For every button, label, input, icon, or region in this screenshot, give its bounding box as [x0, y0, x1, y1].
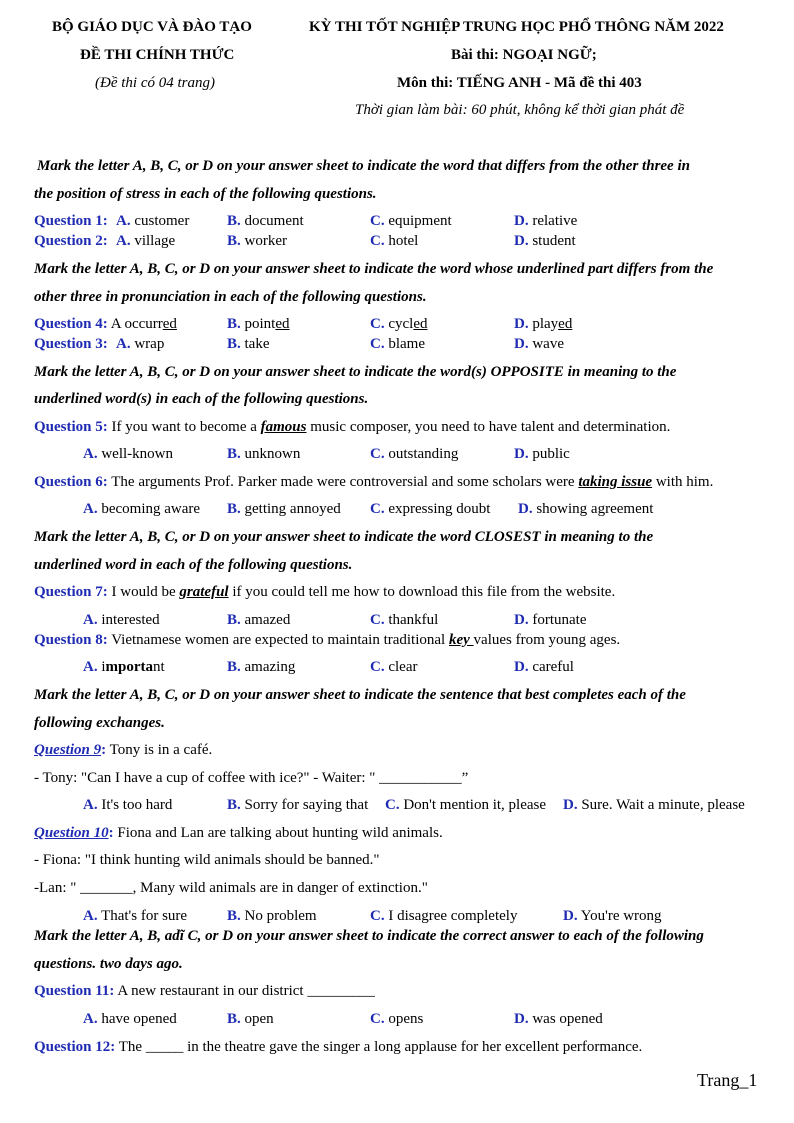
option-letter: C. — [370, 659, 385, 675]
question-label: Question 11: — [34, 983, 115, 999]
option-letter: D. — [514, 316, 529, 332]
underlined-keyword: grateful — [179, 584, 229, 600]
option-letter: C. — [385, 797, 400, 813]
question-12 — [34, 1039, 642, 1056]
option-b[interactable] — [227, 612, 290, 629]
page-count-note: (Đề thi có 04 trang) — [95, 75, 215, 91]
option-c[interactable] — [370, 612, 438, 629]
question-label: Question 3: — [34, 336, 108, 352]
underlined-keyword: famous — [260, 419, 307, 435]
option-letter: D. — [514, 612, 529, 628]
option-letter: C. — [370, 316, 385, 332]
question-text: if you could tell me how to download this file from the website. — [228, 584, 616, 600]
question-5 — [34, 419, 670, 436]
option-b[interactable] — [227, 213, 304, 230]
option-c[interactable] — [385, 797, 546, 814]
option-text: student — [528, 233, 576, 249]
option-letter: B. — [227, 908, 241, 924]
option-d[interactable] — [514, 1011, 603, 1028]
option-c[interactable] — [370, 659, 417, 676]
option-letter: B. — [227, 213, 241, 229]
option-b[interactable] — [227, 1011, 274, 1028]
option-text: outstanding — [384, 446, 459, 462]
option-letter: D. — [514, 233, 529, 249]
option-letter: B. — [227, 659, 241, 675]
option-text: amazed — [240, 612, 291, 628]
option-letter: B. — [227, 612, 241, 628]
question-label: Question 8: — [34, 632, 108, 648]
question-9 — [34, 742, 212, 759]
option-letter: D. — [518, 501, 533, 517]
option-letter: C. — [370, 908, 385, 924]
question-label: Question 12: — [34, 1039, 116, 1055]
option-text: That's for sure — [97, 908, 188, 924]
question-label: Question 5: — [34, 419, 108, 435]
option-text: equipment — [384, 213, 452, 229]
option-d[interactable] — [514, 336, 564, 353]
option-text: document — [240, 213, 304, 229]
option-text-bold: mporta — [105, 659, 154, 675]
option-c[interactable] — [370, 336, 425, 353]
question-6 — [34, 474, 713, 491]
option-d[interactable] — [563, 797, 745, 814]
option-d[interactable] — [518, 501, 653, 518]
option-text: A occurr — [107, 316, 163, 332]
option-text: clear — [384, 659, 418, 675]
question-1 — [34, 213, 108, 230]
option-text: wave — [528, 336, 564, 352]
option-letter: C. — [370, 501, 385, 517]
question-label: Question 4: — [34, 316, 108, 332]
option-letter: A. — [116, 213, 131, 229]
instruction-stress-line1: Mark the letter A, B, C, or D on your answer sheet to indicate the word that differs from the other three in — [37, 158, 690, 174]
option-c[interactable] — [370, 908, 517, 925]
option-letter: D. — [514, 213, 529, 229]
option-text: wrap — [130, 336, 165, 352]
option-letter: C. — [370, 213, 385, 229]
option-letter: A. — [83, 612, 98, 628]
option-letter: C. — [370, 1011, 385, 1027]
option-a[interactable] — [83, 612, 160, 629]
option-letter: A. — [116, 336, 131, 352]
option-text: customer — [130, 213, 190, 229]
question-text: Fiona and Lan are talking about hunting wild animals. — [113, 825, 443, 841]
option-letter: D. — [514, 659, 529, 675]
option-text: getting annoyed — [240, 501, 341, 517]
option-letter: A. — [83, 501, 98, 517]
option-a[interactable] — [83, 446, 173, 463]
question-2 — [34, 233, 108, 250]
option-letter: D. — [563, 797, 578, 813]
question-3 — [34, 336, 108, 353]
question-text: The _____ in the theatre gave the singer a long applause for her excellent performance. — [115, 1039, 643, 1055]
question-4 — [34, 316, 177, 333]
option-text: interested — [97, 612, 160, 628]
option-d[interactable] — [514, 233, 576, 250]
question-10 — [34, 825, 443, 842]
option-d[interactable] — [514, 446, 570, 463]
question-text: The arguments Prof. Parker made were controversial and some scholars were — [107, 474, 579, 490]
question-text: A new restaurant in our district _________ — [114, 983, 375, 999]
instruction-exchanges-line1: Mark the letter A, B, C, or D on your answer sheet to indicate the sentence that best completes each of the — [34, 687, 686, 703]
option-text: fortunate — [528, 612, 587, 628]
question-colon: : — [108, 825, 114, 841]
dialogue-line: -Lan: " _______, Many wild animals are in danger of extinction." — [34, 880, 428, 896]
option-text: You're wrong — [577, 908, 662, 924]
option-text: It's too hard — [97, 797, 173, 813]
question-text: Tony is in a café. — [106, 742, 213, 758]
option-d[interactable] — [514, 213, 577, 230]
option-letter: B. — [227, 1011, 241, 1027]
exam-subject: Bài thi: NGOẠI NGỮ; — [451, 47, 597, 63]
instruction-exchanges-line2: following exchanges. — [34, 715, 165, 731]
option-b[interactable] — [227, 233, 287, 250]
instruction-pronunciation-line2: other three in pronunciation in each of the following questions. — [34, 289, 427, 305]
question-text: If you want to become a — [107, 419, 261, 435]
option-a[interactable] — [83, 908, 187, 925]
exam-title: KỲ THI TỐT NGHIỆP TRUNG HỌC PHỔ THÔNG NĂM 2022 — [309, 19, 724, 35]
underlined-part: ed — [558, 316, 573, 332]
dialogue-line: - Tony: "Can I have a cup of coffee with ice?" - Waiter: " ___________” — [34, 770, 469, 786]
option-letter: B. — [227, 446, 241, 462]
option-letter: B. — [227, 233, 241, 249]
option-b[interactable] — [227, 316, 290, 333]
option-letter: A. — [83, 446, 98, 462]
option-text: cycl — [384, 316, 414, 332]
page-number: Trang_1 — [697, 1070, 758, 1090]
underlined-keyword: taking issue — [578, 474, 653, 490]
option-letter: D. — [514, 336, 529, 352]
option-text: take — [240, 336, 270, 352]
option-a[interactable] — [108, 316, 177, 332]
option-c[interactable] — [370, 1011, 423, 1028]
question-text: Vietnamese women are expected to maintain traditional — [107, 632, 449, 648]
instruction-correct-answer-line1: Mark the letter A, B, adĩ C, or D on your answer sheet to indicate the correct answer to each of the following — [34, 928, 704, 944]
question-label: Question 9 — [34, 742, 102, 758]
instruction-opposite-line2: underlined word(s) in each of the following questions. — [34, 391, 369, 407]
instruction-closest-line1: Mark the letter A, B, C, or D on your answer sheet to indicate the word CLOSEST in meaning to the — [34, 529, 654, 545]
option-text: expressing doubt — [384, 501, 491, 517]
option-letter: C. — [370, 446, 385, 462]
instruction-closest-line2: underlined word in each of the following questions. — [34, 557, 353, 573]
question-label: Question 7: — [34, 584, 108, 600]
instruction-opposite-line1: Mark the letter A, B, C, or D on your answer sheet to indicate the word(s) OPPOSITE in meaning to the — [34, 364, 677, 380]
option-letter: C. — [370, 612, 385, 628]
option-c[interactable] — [370, 316, 428, 333]
option-a[interactable] — [83, 659, 165, 676]
underlined-part: ed — [162, 316, 177, 332]
question-11 — [34, 983, 375, 1000]
option-b[interactable] — [227, 446, 300, 463]
option-d[interactable] — [514, 612, 586, 629]
underlined-keyword: key — [448, 632, 474, 648]
option-d[interactable] — [563, 908, 662, 925]
option-text: well-known — [97, 446, 173, 462]
option-a[interactable] — [83, 1011, 177, 1028]
instruction-stress-line2: the position of stress in each of the following questions. — [34, 186, 377, 202]
question-text: with him. — [652, 474, 714, 490]
official-exam-label: ĐỀ THI CHÍNH THỨC — [80, 47, 235, 63]
option-c[interactable] — [370, 213, 452, 230]
option-text: play — [528, 316, 559, 332]
option-letter: B. — [227, 336, 241, 352]
question-label: Question 10 — [34, 825, 109, 841]
question-label: Question 1: — [34, 213, 108, 229]
option-letter: D. — [514, 1011, 529, 1027]
option-letter: B. — [227, 797, 241, 813]
dialogue-line: - Fiona: "I think hunting wild animals should be banned." — [34, 852, 380, 868]
option-letter: A. — [83, 797, 98, 813]
option-b[interactable] — [227, 501, 341, 518]
option-letter: C. — [370, 336, 385, 352]
option-text: i — [97, 659, 106, 675]
question-colon: : — [101, 742, 107, 758]
question-label: Question 2: — [34, 233, 108, 249]
instruction-pronunciation-line1: Mark the letter A, B, C, or D on your answer sheet to indicate the word whose underlined part differs from the — [34, 261, 714, 277]
option-a[interactable] — [116, 233, 175, 250]
option-text: public — [528, 446, 570, 462]
option-text: blame — [384, 336, 425, 352]
option-text: showing agreement — [532, 501, 654, 517]
question-text: I would be — [107, 584, 180, 600]
option-b[interactable] — [227, 336, 270, 353]
instruction-correct-answer-line2: questions. two days ago. — [34, 956, 183, 972]
option-text: nt — [153, 659, 165, 675]
option-text: I disagree completely — [384, 908, 518, 924]
option-text: opens — [384, 1011, 424, 1027]
ministry-name: BỘ GIÁO DỤC VÀ ĐÀO TẠO — [52, 19, 252, 35]
option-text: hotel — [384, 233, 419, 249]
option-letter: A. — [83, 908, 98, 924]
question-label: Question 6: — [34, 474, 108, 490]
exam-time: Thời gian làm bài: 60 phút, không kể thời gian phát đề — [355, 102, 685, 118]
option-d[interactable] — [514, 659, 574, 676]
option-c[interactable] — [370, 446, 458, 463]
option-b[interactable] — [227, 908, 317, 925]
option-a[interactable] — [116, 336, 164, 353]
option-letter: C. — [370, 233, 385, 249]
option-text: point — [240, 316, 276, 332]
option-text: open — [240, 1011, 274, 1027]
option-b[interactable] — [227, 659, 295, 676]
option-text: have opened — [97, 1011, 177, 1027]
option-text: relative — [528, 213, 578, 229]
option-letter: D. — [563, 908, 578, 924]
option-text: Sure. Wait a minute, please — [577, 797, 745, 813]
option-text: thankful — [384, 612, 439, 628]
option-b[interactable] — [227, 797, 368, 814]
option-letter: B. — [227, 316, 241, 332]
option-text: amazing — [240, 659, 296, 675]
option-a[interactable] — [116, 213, 189, 230]
underlined-part: ed — [413, 316, 428, 332]
question-text: music composer, you need to have talent and determination. — [306, 419, 671, 435]
option-a[interactable] — [83, 797, 172, 814]
option-text: becoming aware — [97, 501, 201, 517]
option-c[interactable] — [370, 233, 418, 250]
option-text: careful — [528, 659, 574, 675]
option-text: Sorry for saying that — [240, 797, 369, 813]
option-letter: A. — [83, 1011, 98, 1027]
option-a[interactable] — [83, 501, 200, 518]
option-letter: A. — [116, 233, 131, 249]
option-text: was opened — [528, 1011, 603, 1027]
option-text: No problem — [240, 908, 317, 924]
option-letter: A. — [83, 659, 98, 675]
option-text: worker — [240, 233, 287, 249]
question-7 — [34, 584, 615, 601]
option-d[interactable] — [514, 316, 572, 333]
option-letter: D. — [514, 446, 529, 462]
underlined-part: ed — [275, 316, 290, 332]
option-letter: B. — [227, 501, 241, 517]
exam-code: Môn thi: TIẾNG ANH - Mã đề thi 403 — [397, 75, 642, 91]
option-c[interactable] — [370, 501, 490, 518]
question-8 — [34, 632, 620, 649]
question-text: values from young ages. — [473, 632, 621, 648]
option-text: village — [130, 233, 176, 249]
option-text: Don't mention it, please — [399, 797, 547, 813]
option-text: unknown — [240, 446, 301, 462]
